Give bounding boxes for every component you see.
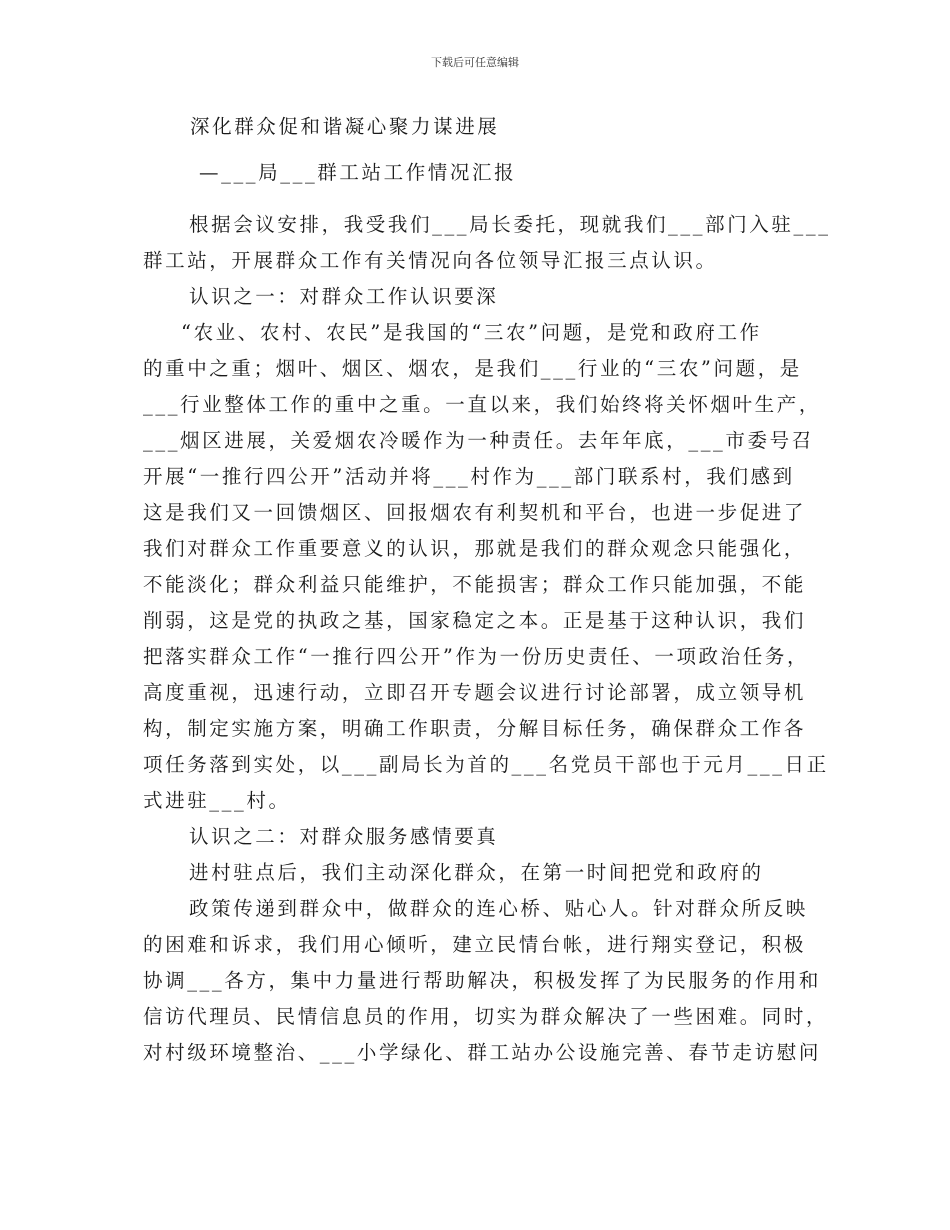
body-line: 的困难和诉求，我们用心倾听，建立民情台帐，进行翔实登记，积极	[143, 933, 807, 956]
document-subtitle: —___局___群工站工作情况汇报	[199, 161, 517, 184]
body-line: 的重中之重；烟叶、烟区、烟农，是我们___行业的“三农”问题，是	[143, 357, 802, 380]
body-line: ___行业整体工作的重中之重。一直以来，我们始终将关怀烟叶生产，	[143, 393, 821, 416]
body-line: 对村级环境整治、___小学绿化、群工站办公设施完善、春节走访慰问	[143, 1041, 821, 1064]
body-line: 式进驻___村。	[143, 789, 291, 812]
document-title: 深化群众促和谐凝心聚力谋进展	[190, 115, 500, 138]
section-heading-2: 认识之二：对群众服务感情要真	[189, 825, 499, 848]
body-line: 把落实群众工作“一推行四公开”作为一份历史责任、一项政治任务，	[143, 645, 810, 668]
body-line: 这是我们又一回馈烟区、回报烟农有利契机和平台，也进一步促进了	[143, 501, 807, 524]
body-line: 不能淡化；群众利益只能维护，不能损害；群众工作只能加强，不能	[143, 573, 807, 596]
section-heading-1: 认识之一：对群众工作认识要深	[189, 285, 499, 308]
body-line: 开展“一推行四公开”活动并将___村作为___部门联系村，我们感到	[143, 465, 795, 488]
body-line: 根据会议安排，我受我们___局长委托，现就我们___部门入驻___	[189, 213, 831, 236]
body-line: “农业、农村、农民”是我国的“三农”问题，是党和政府工作	[181, 321, 762, 344]
body-line: 项任务落到实处，以___副局长为首的___名党员干部也于元月___日正	[143, 753, 829, 776]
page-header-note: 下载后可任意编辑	[431, 56, 519, 69]
body-line: 政策传递到群众中，做群众的连心桥、贴心人。针对群众所反映	[189, 897, 808, 920]
body-line: 协调___各方，集中力量进行帮助解决，积极发挥了为民服务的作用和	[143, 969, 821, 992]
body-line: 高度重视，迅速行动，立即召开专题会议进行讨论部署，成立领导机	[143, 681, 807, 704]
body-line: 削弱，这是党的执政之基，国家稳定之本。正是基于这种认识，我们	[143, 609, 807, 632]
body-line: 构，制定实施方案，明确工作职责，分解目标任务，确保群众工作各	[143, 717, 807, 740]
body-line: 群工站，开展群众工作有关情况向各位领导汇报三点认识。	[143, 249, 718, 272]
body-line: ___烟区进展，关爱烟农冷暖作为一种责任。去年年底，___市委号召	[143, 429, 814, 452]
body-line: 信访代理员、民情信息员的作用，切实为群众解决了一些困难。同时，	[143, 1005, 829, 1028]
body-line: 进村驻点后，我们主动深化群众，在第一时间把党和政府的	[189, 861, 764, 884]
body-line: 我们对群众工作重要意义的认识，那就是我们的群众观念只能强化，	[143, 537, 807, 560]
